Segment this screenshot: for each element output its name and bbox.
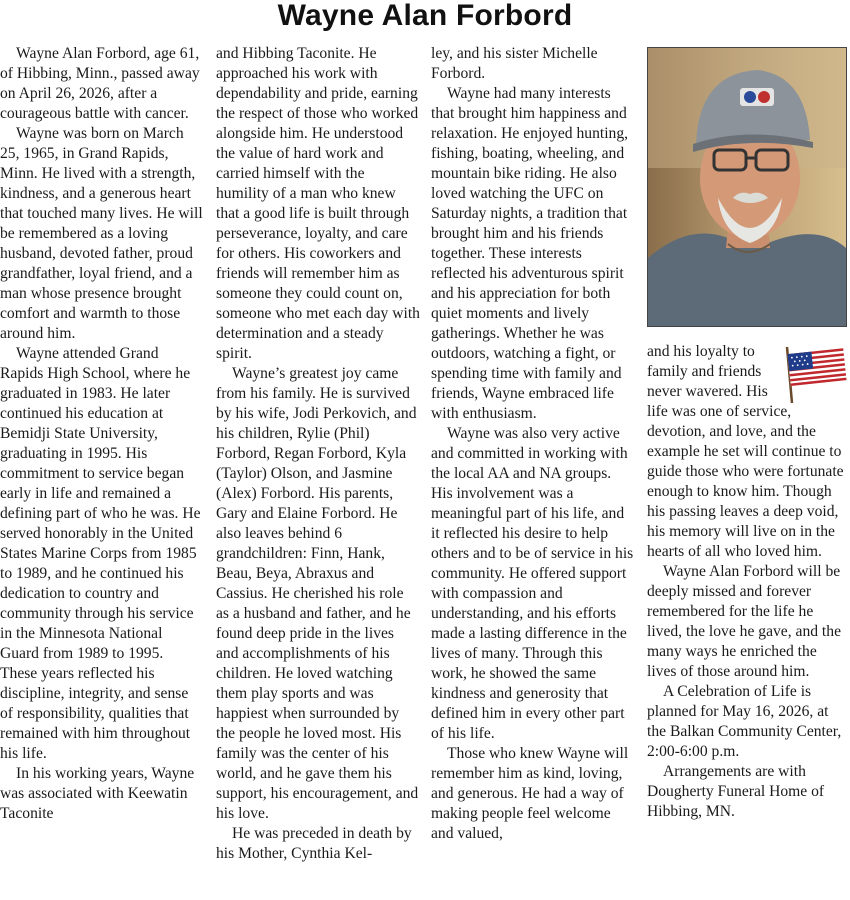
paragraph: Wayne’s greatest joy came from his family. He is survived by his wife, Jodi Perkovich, and his children, Rylie (Phil) Forbord, Regan Forbord, Kyla (Taylor) Olson, and Jasmine (Alex) Forbord. His parents, Gary and Elaine Forbord. He also leaves behind 6 grandchildren: Finn, Hank, Beau, Beya, Abraxus and Cassius. He cherished his role as a husband and father, and he found deep pride in the lives and accomplishments of his children. He loved watching them play sports and was happiest when surrounded by the people he loved most. His family was the center of his world, and he gave them his support, his encouragement, and his love.: [216, 365, 419, 822]
paragraph: Wayne had many interests that brought him happiness and relaxation. He enjoyed hunting, fishing, boating, wheeling, and mountain bike riding. He also loved watching the UFC on Saturday nights, a tradition that brought him and his friends together. These interests reflected his adventurous spirit and his appreciation for both quiet moments and lively gatherings. Whether he was outdoors, watching a fight, or spending time with family and friends, Wayne embraced life with enthusiasm.: [431, 85, 629, 422]
paragraph: and Hibbing Taconite. He approached his work with dependability and pride, earning the respect of those who worked alongside him. He understood the value of hard work and carried himself with the humility of a man who knew that a good life is built through perseverance, loyalty, and care for others. His coworkers and friends will remember him as someone they could count on, someone who met each day with determination and a steady spirit.: [216, 45, 420, 362]
paragraph: A Celebration of Life is planned for May 16, 2026, at the Balkan Community Center, 2:00-6:00 p.m.: [647, 683, 842, 760]
paragraph: ley, and his sister Michelle Forbord.: [431, 45, 598, 82]
paragraph: He was preceded in death by his Mother, Cynthia Kel-: [216, 825, 412, 862]
american-flag-icon: [782, 345, 848, 405]
paragraph: Wayne attended Grand Rapids High School, where he graduated in 1983. He later continued his education at Bemidji State University, graduating in 1995. His commitment to service began early in life and remained a defining part of who he was. He served honorably in the United States Marine Corps from 1985 to 1989, and he continued his dedication to country and community through his service in the Minnesota National Guard from 1989 to 1995. These years reflected his discipline, integrity, and sense of responsibility, qualities that remained with him throughout his life.: [0, 345, 201, 762]
paragraph: and his loyalty to family and friends never wavered. His life was one of service, devotion, and love, and the example he set will continue to guide those who were fortunate enough to know him. Though his passing leaves a deep void, his memory will live on in the hearts of all who loved him.: [647, 343, 844, 560]
paragraph: Arrangements are with Dougherty Funeral Home of Hibbing, MN.: [647, 763, 825, 820]
paragraph: Wayne Alan Forbord, age 61, of Hibbing, Minn., passed away on April 26, 2026, after a courageous battle with cancer.: [0, 45, 200, 122]
paragraph: Wayne Alan Forbord will be deeply missed and forever remembered for the life he lived, the love he gave, and the many ways he enriched the lives of those around him.: [647, 563, 841, 680]
text-column-2: [216, 44, 420, 900]
paragraph: Those who knew Wayne will remember him as kind, loving, and generous. He had a way of making people feel welcome and valued,: [431, 745, 629, 842]
paragraph: Wayne was born on March 25, 1965, in Grand Rapids, Minn. He lived with a strength, kindness, and a generous heart that touched many lives. He will be remembered as a loving husband, devoted father, proud grandfather, loyal friend, and a man whose presence brought comfort and warmth to those around him.: [0, 125, 203, 342]
text-column-4: [647, 342, 850, 900]
paragraph: Wayne was also very active and committed in working with the local AA and NA groups. His involvement was a meaningful part of his life, and it reflected his desire to help others and to be of service in his community. He offered support with compassion and understanding, and his efforts made a lasting difference in the lives of many. Through this work, he showed the same kindness and generosity that defined him in every other part of his life.: [431, 425, 634, 742]
paragraph: In his working years, Wayne was associated with Keewatin Taconite: [0, 765, 195, 822]
text-column-3: [431, 44, 635, 900]
headline: Wayne Alan Forbord: [277, 0, 573, 32]
text-column-1: [0, 44, 204, 900]
portrait-photo: [647, 47, 847, 327]
